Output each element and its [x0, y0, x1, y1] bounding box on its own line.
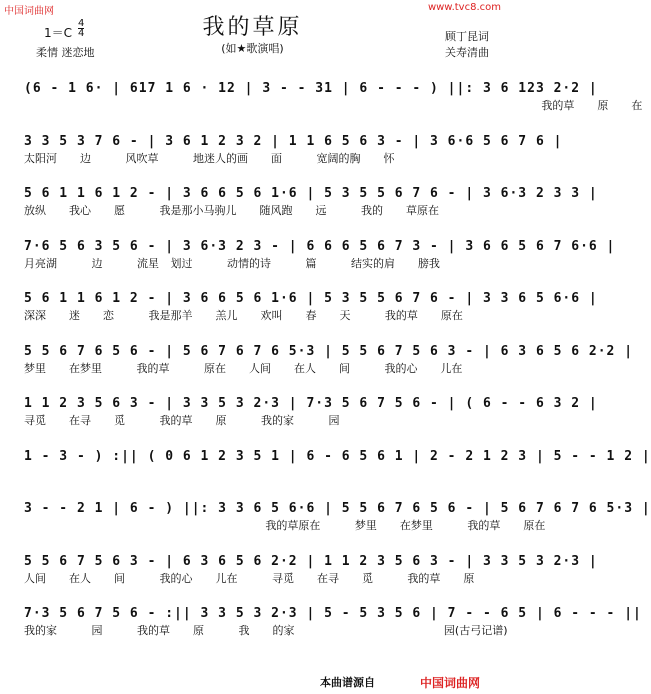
- staff-lyrics: 梦里 在梦里 我的草 原在 人间 在人 间 我的心 儿在: [24, 361, 463, 375]
- watermark-left: 中国词曲网: [4, 6, 54, 17]
- staff-line: [24, 80, 643, 114]
- staff-lyrics: 我的草 原 在: [24, 99, 643, 112]
- footer-source: 本曲谱源自: [320, 676, 375, 689]
- staff-notes: 5 5 6 7 6 5 6 - | 5 6 7 6 7 6 5·3 | 5 5 6 7 5 6 3 - | 6 3 6 5 6 2·2 |: [24, 343, 634, 359]
- staff-notes: 5 6 1 1 6 1 2 - | 3 6 6 5 6 1·6 | 5 3 5 5 6 7 6 - | 3 3 6 5 6·6 |: [24, 291, 598, 306]
- watermark-right: www.tvc8.com: [427, 2, 501, 13]
- key-signature: 1＝C: [44, 26, 73, 40]
- style-note: 柔情 迷恋地: [36, 46, 95, 59]
- staff-lyrics: 放纵 我心 愿 我是那小马驹儿 随风跑 远 我的 草原在: [24, 204, 439, 217]
- song-subtitle: (如★歌演唱): [221, 42, 284, 55]
- staff-lyrics: 我的草原在 梦里 在梦里 我的草 原在: [24, 519, 546, 532]
- staff-line: [24, 133, 563, 167]
- staff-line: [24, 553, 598, 587]
- staff-lyrics: [24, 466, 480, 482]
- staff-lyrics: 人间 在人 间 我的心 儿在 寻觅 在寻 觅 我的草 原: [24, 571, 475, 585]
- staff-line: [24, 290, 598, 324]
- meter-top: 4: [78, 18, 85, 29]
- staff-notes: 1 - 3 - ) :|| ( 0 6 1 2 3 5 1 | 6 - 6 5 6 1 | 2 - 2 1 2 3 | 5 - - 1 2 |: [24, 448, 651, 464]
- staff-line: [24, 343, 634, 377]
- staff-lyrics: 月亮湖 边 流星 划过 动情的诗 篇 结实的肩 膀我: [24, 256, 440, 270]
- song-title: 我的草原: [202, 15, 303, 40]
- footer-site[interactable]: 中国词曲网: [420, 676, 481, 690]
- staff-line: [24, 395, 598, 429]
- staff-line: [24, 448, 651, 482]
- staff-lyrics: 深深 迷 恋 我是那羊 羔儿 欢叫 春 天 我的草 原在: [24, 309, 463, 322]
- staff-line: [24, 605, 642, 639]
- composer-credit: 关寿清曲: [445, 46, 489, 59]
- staff-lyrics: 我的家 园 我的草 原 我 的家 园(古弓记谱): [24, 624, 508, 637]
- staff-notes: 7·3 5 6 7 5 6 - :|| 3 3 5 3 2·3 | 5 - 5 3 5 6 | 7 - - 6 5 | 6 - - - ||: [24, 606, 642, 621]
- staff-notes: 3 3 5 3 7 6 - | 3 6 1 2 3 2 | 1 1 6 5 6 3 - | 3 6·6 5 6 7 6 |: [24, 133, 563, 149]
- staff-notes: (6 - 1 6· | 617 1 6 · 12 | 3 - - 31 | 6 - - - ) ||: 3 6 123 2·2 |: [24, 81, 598, 96]
- time-signature: [78, 19, 84, 38]
- staff-notes: 7·6 5 6 3 5 6 - | 3 6·3 2 3 - | 6 6 6 5 6 7 3 - | 3 6 6 5 6 7 6·6 |: [24, 238, 616, 254]
- lyricist-credit: 顾丁昆词: [445, 30, 489, 43]
- staff-notes: 1 1 2 3 5 6 3 - | 3 3 5 3 2·3 | 7·3 5 6 7 5 6 - | ( 6 - - 6 3 2 |: [24, 396, 598, 411]
- staff-line: [24, 238, 616, 272]
- staff-line: [24, 500, 651, 534]
- staff-lyrics: 太阳河 边 风吹草 地迷人的画 面 宽阔的胸 怀: [24, 151, 395, 165]
- staff-line: [24, 185, 598, 219]
- meter-bottom: 4: [78, 28, 85, 39]
- staff-lyrics: 寻觅 在寻 觅 我的草 原 我的家 园: [24, 414, 340, 427]
- staff-notes: 5 5 6 7 5 6 3 - | 6 3 6 5 6 2·2 | 1 1 2 3 5 6 3 - | 3 3 5 3 2·3 |: [24, 553, 598, 569]
- staff-notes: 5 6 1 1 6 1 2 - | 3 6 6 5 6 1·6 | 5 3 5 5 6 7 6 - | 3 6·3 2 3 3 |: [24, 186, 598, 201]
- staff-notes: 3 - - 2 1 | 6 - ) ||: 3 3 6 5 6·6 | 5 5 6 7 6 5 6 - | 5 6 7 6 7 6 5·3 |: [24, 501, 651, 516]
